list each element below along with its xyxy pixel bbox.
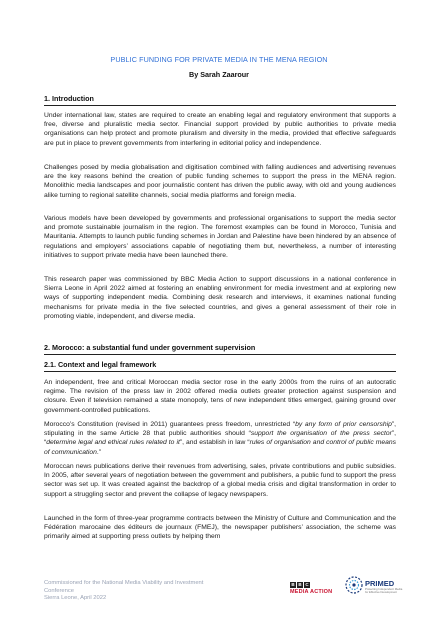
text-run: ”, and establish in law “ [179,439,250,447]
primed-tagline: Protecting Independent Media for Effective Development [365,587,403,595]
text-run: Morocco’s Constitution (revised in 2011) guarantees press freedom, unrestricted “ [44,421,296,428]
intro-paragraph-3: Various models have been developed by governments and professional organisations to support the media sector and promote sustainable journalism in the region. The foremost examples can be found in Morocco, Tunisia and Mauritania. Attempts to launch public funding schemes in Jordan and Palestine have been hindered by an absence of regulations and employers’ associations capable of negotiating them but, nevertheless, a number of interesting initiatives to support private media have been launched there. [44,215,396,259]
bbc-media-action-text: MEDIA ACTION [290,589,333,595]
footer-line-1: Commissioned for the National Media Viability and Investment Conference [44,580,204,594]
italic-quote: rules of organisation and control of public means of communication [44,439,396,456]
document-author: By Sarah Zaarour [189,70,249,79]
primed-wordmark: PRIMED [365,579,395,588]
intro-paragraph-4: This research paper was commissioned by BBC Media Action to support discussions in a national conference in Sierra Leone in April 2022 aimed at fostering an enabling environment for media investment and at exploring new ways of supporting independent media. Combining desk research and interviews, it examines national funding mechanisms for private media in the five selected countries, and gives a general assessment of their role in promoting viable, independent, and diverse media. [44,276,396,320]
section-heading-morocco: 2. Morocco: a substantial fund under government supervision [44,343,396,355]
italic-quote: support the organisation of the press sector [250,430,392,438]
text-run: .” [96,448,102,456]
italic-quote: by any form of prior censorship [295,421,392,428]
primed-logo [345,576,405,600]
footer-line-2: Sierra Leone, April 2022 [44,595,107,602]
bbc-block-letter: B [298,582,302,587]
context-paragraph-3: Moroccan news publications derive their revenues from advertising, sales, private contributions and public subsidies. In 2005, after several years of negotiation between the government and publishers, a public fund to support the press sector was set up. It was created against the backdrop of a global media crisis and digital transformation in order to support a struggling sector and prevent the collapse of legacy newspapers. [44,463,396,498]
intro-paragraph-1: Under international law, states are required to create an enabling legal and regulatory environment that supports a free, diverse and pluralistic media sector. Financial support provided by public authorities to private media organisations can help protect and promote pluralism and diversity in the media, provided that effective safeguards are put in place to prevent governments from interfering in editorial policy and independence. [44,112,396,147]
footer-commission-note [44,580,234,603]
context-paragraph-4: Launched in the form of three-year programme contracts between the Ministry of Culture and Communication and the Fédération marocaine des éditeurs de journaux (FMEJ), the newspaper publishers’ association, the scheme was primarily aimed at supporting press outlets by helping them [44,515,396,541]
context-paragraph-2 [44,420,396,457]
bbc-blocks [290,582,310,588]
intro-paragraph-2: Challenges posed by media globalisation and digitisation combined with falling audiences and advertising revenues are the key reasons behind the creation of public funding schemes to support the press in the MENA region. Monolithic media landscapes and poor journalistic content has driven the public away, with old and young audiences alike turning to regional satellite channels, social media platforms and foreign media. [44,164,396,199]
bbc-block-letter: B [291,582,295,587]
section-heading-introduction: 1. Introduction [44,94,396,106]
document-title: PUBLIC FUNDING FOR PRIVATE MEDIA IN THE MENA REGION [110,55,328,64]
bbc-media-action-logo [290,580,348,598]
bbc-block-letter: C [305,582,309,587]
subsection-heading-context: 2.1. Context and legal framework [44,360,396,372]
text-run: ”, “ [44,430,397,447]
primed-mark-icon [345,576,363,594]
italic-quote: determine legal and ethical rules related to it [46,439,180,447]
context-paragraph-1: An independent, free and critical Moroccan media sector rose in the early 2000s from the ruins of an autocratic regime. The revision of the press law in 2002 offered media outlets greater protection against suspension and closure. Even if television remained a state monopoly, tens of new independent titles emerged, gaining ground over government-controlled publications. [44,379,396,414]
text-run: ”, stipulating in the same Article 28 that public authorities should “ [44,421,396,438]
